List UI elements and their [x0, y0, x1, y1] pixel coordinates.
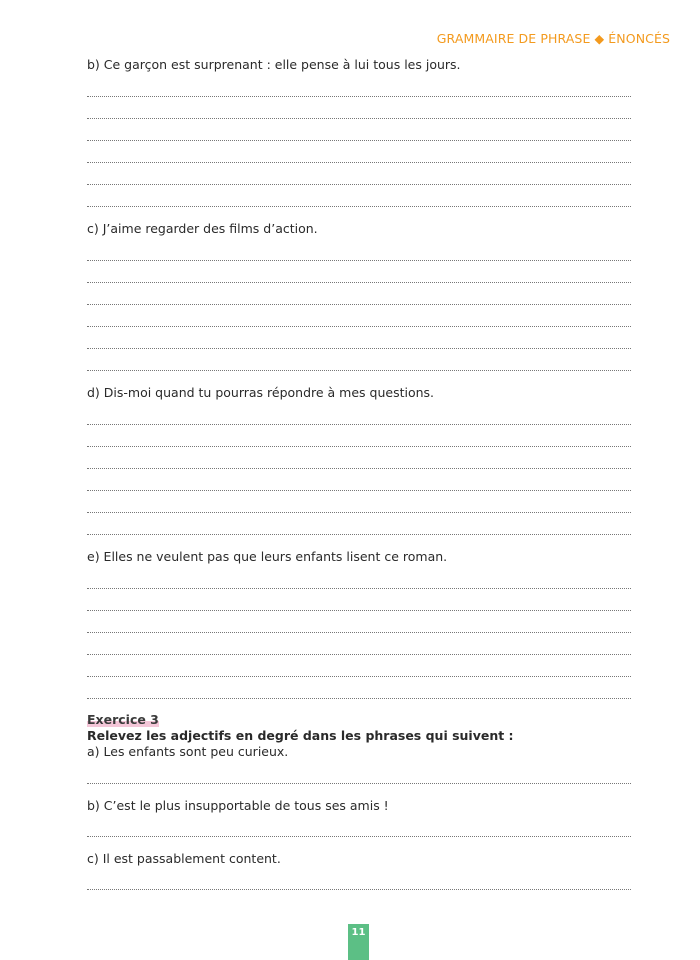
question-b: b) Ce garçon est surprenant : elle pense à lui tous les jours.	[87, 57, 461, 72]
answer-line[interactable]	[87, 348, 631, 349]
answer-line[interactable]	[87, 610, 631, 611]
answer-line[interactable]	[87, 282, 631, 283]
question-d: d) Dis-moi quand tu pourras répondre à mes questions.	[87, 385, 435, 400]
answer-line[interactable]	[87, 140, 631, 141]
answer-line[interactable]	[87, 184, 631, 185]
answer-line[interactable]	[87, 424, 631, 425]
answer-line[interactable]	[87, 206, 631, 207]
exercise-item-a: a) Les enfants sont peu curieux.	[87, 744, 289, 759]
exercise-item-c: c) Il est passablement content.	[87, 851, 281, 866]
answer-line[interactable]	[87, 889, 631, 890]
answer-line[interactable]	[87, 676, 631, 677]
answer-line[interactable]	[87, 836, 631, 837]
running-header: GRAMMAIRE DE PHRASE ◆ ÉNONCÉS	[436, 31, 670, 46]
answer-line[interactable]	[87, 304, 631, 305]
answer-line[interactable]	[87, 654, 631, 655]
exercise-instruction: Relevez les adjectifs en degré dans les phrases qui suivent :	[87, 728, 514, 743]
answer-line[interactable]	[87, 588, 631, 589]
answer-line[interactable]	[87, 326, 631, 327]
answer-line[interactable]	[87, 783, 631, 784]
answer-line[interactable]	[87, 468, 631, 469]
exercise-item-b: b) C’est le plus insupportable de tous ses amis !	[87, 798, 389, 813]
answer-line[interactable]	[87, 534, 631, 535]
answer-line[interactable]	[87, 260, 631, 261]
answer-line[interactable]	[87, 632, 631, 633]
exercise-title: Exercice 3	[87, 712, 159, 727]
answer-line[interactable]	[87, 118, 631, 119]
question-c: c) J’aime regarder des films d’action.	[87, 221, 318, 236]
answer-line[interactable]	[87, 512, 631, 513]
answer-line[interactable]	[87, 162, 631, 163]
page-number: 11	[348, 924, 369, 960]
answer-line[interactable]	[87, 370, 631, 371]
answer-line[interactable]	[87, 96, 631, 97]
answer-line[interactable]	[87, 698, 631, 699]
answer-line[interactable]	[87, 490, 631, 491]
answer-line[interactable]	[87, 446, 631, 447]
question-e: e) Elles ne veulent pas que leurs enfants lisent ce roman.	[87, 549, 448, 564]
